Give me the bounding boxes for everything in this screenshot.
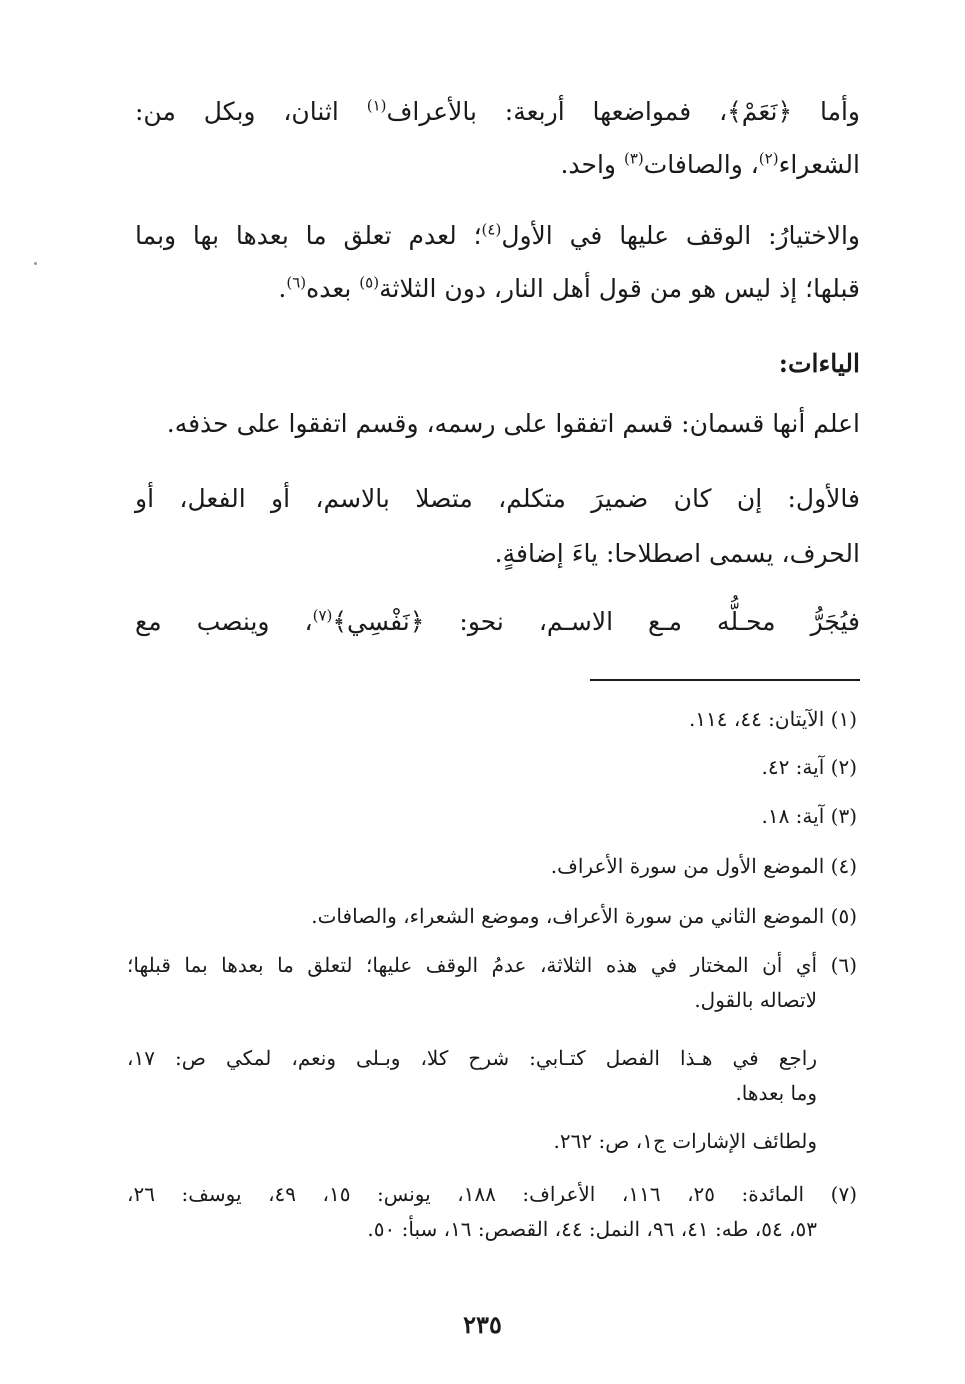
text-run: ، وينصب مع xyxy=(135,607,313,636)
paragraph-2-line-2 xyxy=(135,270,860,308)
text-run: الشعراء xyxy=(778,150,860,179)
text-run: قبلها؛ إذ ليس هو من قول أهل النار، دون الثلاثة xyxy=(379,274,860,303)
footnote-ref-4[interactable]: (٤) xyxy=(481,220,502,239)
footnote-6-line-5: ولطائف الإشارات ج١، ص: ٢٦٢. xyxy=(553,1129,817,1153)
footnote-6-line-4: وما بعدها. xyxy=(735,1081,817,1105)
footnote-6-line-1: (٦) أي أن المختار في هذه الثلاثة، عدمُ الوقف عليها؛ لتعلق ما بعدها بما قبلها؛ xyxy=(127,953,857,977)
paragraph-4-line-1: فالأول: إن كان ضميرَ متكلم، متصلا بالاسم، أو الفعل، أو xyxy=(135,484,860,513)
footnote-3: (٣) آية: ١٨. xyxy=(761,804,857,828)
text-run: والاختيارُ: الوقف عليها في الأول xyxy=(501,221,860,250)
footnote-6-line-2: لاتصاله بالقول. xyxy=(694,988,817,1012)
scan-speck xyxy=(34,262,37,265)
paragraph-5-line-1 xyxy=(135,603,860,641)
footnote-4: (٤) الموضع الأول من سورة الأعراف. xyxy=(550,854,857,878)
text-run: وأما ﴿نَعَمْ﴾، فمواضعها أربعة: بالأعراف xyxy=(386,97,860,126)
footnote-7-line-2: ٥٣، ٥٤، طه: ٤١، ٩٦، النمل: ٤٤، القصص: ١٦، سبأ: ٥٠. xyxy=(367,1217,817,1241)
text-run: ، والصافات xyxy=(643,150,759,179)
footnote-1: (١) الآيتان: ٤٤، ١١٤. xyxy=(688,707,857,731)
footnote-5: (٥) الموضع الثاني من سورة الأعراف، وموضع الشعراء، والصافات. xyxy=(311,904,857,928)
paragraph-4-line-2: الحرف، يسمى اصطلاحا: ياءَ إضافةٍ. xyxy=(494,539,860,568)
text-run: اثنان، وبكل من: xyxy=(135,97,367,126)
text-run: بعده xyxy=(306,274,360,303)
footnote-ref-1[interactable]: (١) xyxy=(366,96,387,115)
footnote-6-line-3: راجع في هـذا الفصل كتـابي: شرح كلا، وبـلى ونعم، لمكي ص: ١٧، xyxy=(127,1046,817,1070)
footnote-ref-6[interactable]: (٦) xyxy=(286,273,307,292)
footnote-ref-5[interactable]: (٥) xyxy=(359,273,380,292)
paragraph-3: اعلم أنها قسمان: قسم اتفقوا على رسمه، وقسم اتفقوا على حذفه. xyxy=(166,409,860,438)
footnote-separator xyxy=(590,679,860,681)
text-run: ؛ لعدم تعلق ما بعدها بها وبما xyxy=(135,221,482,250)
section-heading: الياءات: xyxy=(778,349,860,378)
text-run: واحد. xyxy=(560,150,624,179)
text-run: . xyxy=(278,274,287,303)
footnote-ref-3[interactable]: (٣) xyxy=(623,149,644,168)
paragraph-1-line-2 xyxy=(135,146,860,184)
footnote-7-line-1: (٧) المائدة: ٢٥، ١١٦، الأعراف: ١٨٨، يونس: ١٥، ٤٩، يوسف: ٢٦، xyxy=(127,1182,857,1206)
page-number: ٢٣٥ xyxy=(463,1310,502,1339)
footnote-ref-7[interactable]: (٧) xyxy=(312,606,333,625)
paragraph-1-line-1 xyxy=(135,93,860,131)
text-run: فيُجَرُّ محـلُّه مـع الاسـم، نحو: ﴿نَفْسِي﴾ xyxy=(332,607,860,636)
footnote-ref-2[interactable]: (٢) xyxy=(758,149,779,168)
paragraph-2-line-1 xyxy=(135,217,860,255)
footnote-2: (٢) آية: ٤٢. xyxy=(761,755,857,779)
